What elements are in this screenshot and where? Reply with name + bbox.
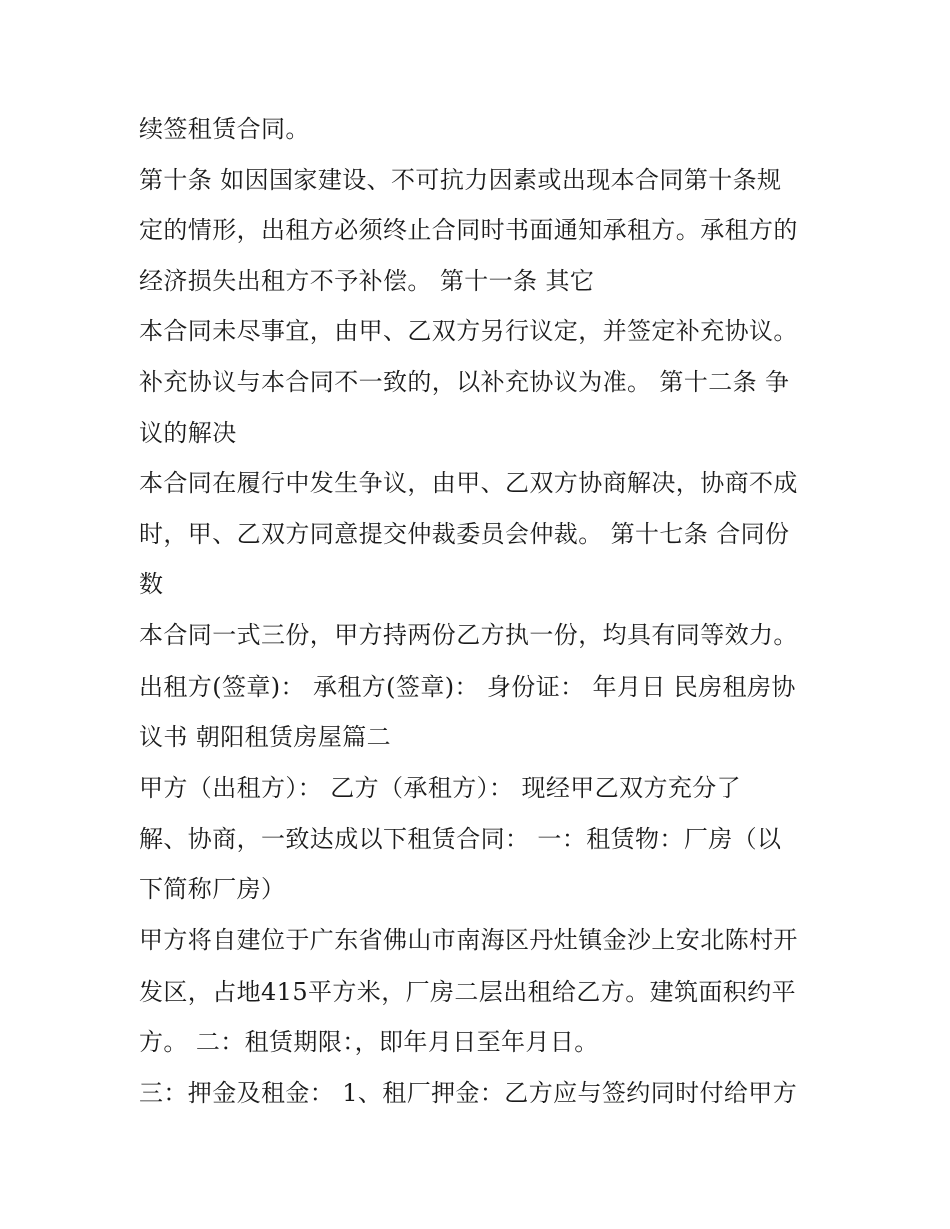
text-line: 第十条 如因国家建设、不可抗力因素或出现本合同第十条规 [139,166,782,194]
text-line: 出租方(签章)： 承租方(签章)： 身份证： 年月日 民房租房协 [139,673,796,701]
text-line: 数 [139,570,164,598]
text-line: 续签租赁合同。 [139,115,310,143]
text-line: 议书 朝阳租赁房屋篇二 [139,723,392,751]
text-line: 补充协议与本合同不一致的，以补充协议为准。 第十二条 争 [139,368,790,396]
text-line: 甲方将自建位于广东省佛山市南海区丹灶镇金沙上安北陈村开 [139,926,798,954]
text-line: 本合同一式三份，甲方持两份乙方执一份，均具有同等效力。 [139,621,798,649]
text-line: 本合同在履行中发生争议，由甲、乙双方协商解决，协商不成 [139,469,798,497]
text-line: 方。 二：租赁期限：，即年月日至年月日。 [139,1028,599,1056]
text-line: 三：押金及租金： 1、租厂押金：乙方应与签约同时付给甲方 [139,1079,798,1107]
text-line: 议的解决 [139,419,237,447]
text-line: 甲方（出租方）： 乙方（承租方）： 现经甲乙双方充分了 [139,774,742,802]
text-line: 经济损失出租方不予补偿。 第十一条 其它 [139,267,595,295]
text-line: 定的情形，出租方必须终止合同时书面通知承租方。承租方的 [139,216,798,244]
text-line: 解、协商，一致达成以下租赁合同： 一：租赁物：厂房（以 [139,825,782,853]
text-line: 发区，占地415平方米，厂房二层出租给乙方。建筑面积约平 [139,978,797,1006]
text-line: 本合同未尽事宜，由甲、乙双方另行议定，并签定补充协议。 [139,317,798,345]
text-line: 时，甲、乙双方同意提交仲裁委员会仲裁。 第十七条 合同份 [139,520,790,548]
text-line: 下简称厂房） [139,875,286,903]
